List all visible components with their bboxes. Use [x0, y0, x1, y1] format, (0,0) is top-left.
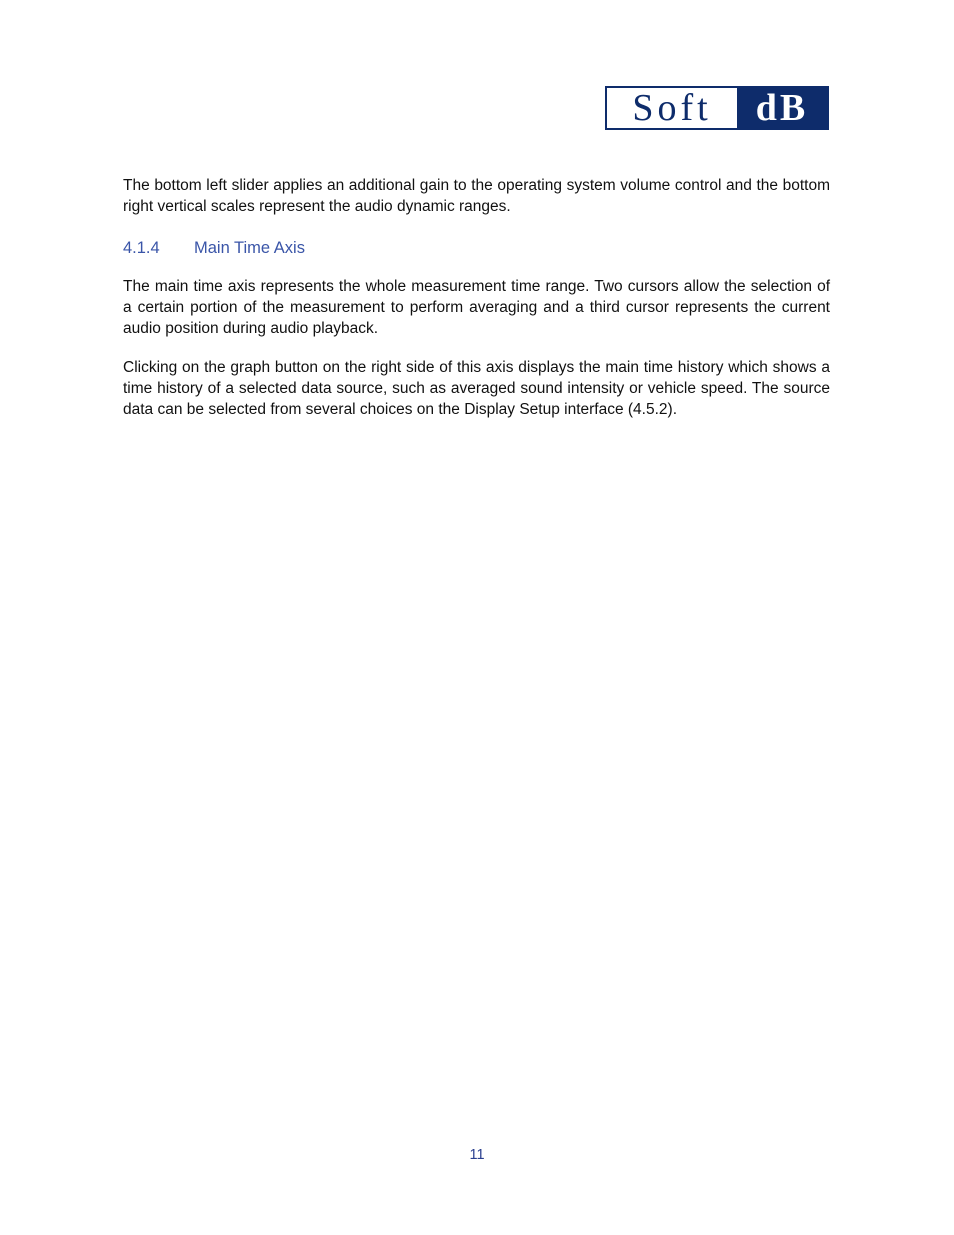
- paragraph-graph-button: Clicking on the graph button on the right side of this axis displays the main time history which shows a time history of a selected data source, such as averaged sound intensity or vehicle speed. The source data can be selected from several choices on the Display Setup interface (4.5.2).: [123, 359, 830, 418]
- page-number: 11: [469, 1147, 485, 1163]
- logo-text-soft: Soft: [607, 88, 737, 128]
- paragraph-slider-gain: The bottom left slider applies an additional gain to the operating system volume control and the bottom right vertical scales represent the audio dynamic ranges.: [123, 177, 830, 215]
- logo-text-db: dB: [737, 88, 827, 128]
- paragraph-main-time-axis: The main time axis represents the whole measurement time range. Two cursors allow the selection of a certain portion of the measurement to perform averaging and a third cursor represents the current audio position during audio playback.: [123, 278, 830, 337]
- softdb-logo: [605, 86, 829, 130]
- section-number: 4.1.4: [123, 239, 160, 257]
- page-content: [123, 175, 830, 420]
- section-heading: [123, 237, 830, 259]
- section-title: Main Time Axis: [194, 239, 305, 257]
